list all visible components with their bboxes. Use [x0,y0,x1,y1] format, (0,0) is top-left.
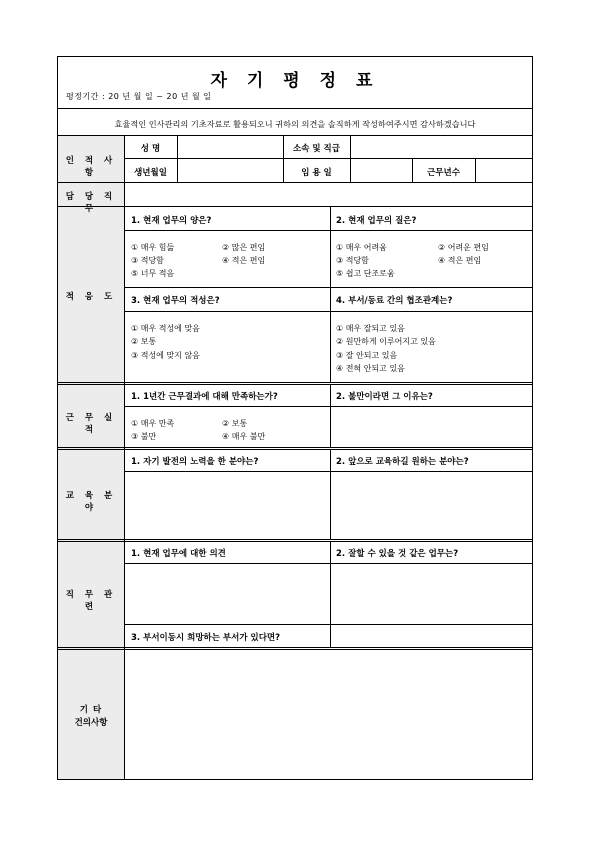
divider [124,287,533,288]
section-adaptation: 적 응 도 [65,292,117,302]
section-education: 교 육 분 야 [65,491,117,513]
question-dissatisfaction-reason: 2. 불만이라면 그 이유는? [336,392,433,402]
option[interactable]: ② 원만하게 이루어지고 있음 [336,337,436,346]
divider [330,384,331,448]
option[interactable]: ① 매우 잘되고 있음 [336,324,405,333]
self-development-field[interactable] [126,473,329,538]
divider [57,539,533,542]
option[interactable]: ② 많은 편임 [222,243,266,252]
option[interactable]: ④ 매우 불만 [222,432,266,441]
divider [57,182,533,183]
divider [57,382,533,385]
section-personal: 인 적 사 항 [65,156,117,178]
option[interactable]: ② 보통 [131,337,157,346]
question-workload: 1. 현재 업무의 양은? [131,216,212,226]
option[interactable]: ② 보통 [222,419,248,428]
hire-label: 임 용 일 [301,168,332,178]
transfer-field[interactable] [332,626,531,646]
duty-field[interactable] [125,184,532,205]
evaluation-period: 평정기간 : 20 년 월 일 ~ 20 년 월 일 [66,92,212,101]
divider [124,158,533,159]
birth-field[interactable] [178,160,282,181]
question-transfer-department: 3. 부서이동시 희망하는 부서가 있다면? [131,633,281,643]
divider [330,206,331,383]
reason-field[interactable] [332,408,531,446]
hire-field[interactable] [351,160,411,181]
divider [330,449,331,540]
section-job: 직 무 관 련 [65,590,117,612]
divider [330,541,331,648]
name-label: 성 명 [140,144,161,154]
option[interactable]: ③ 불만 [131,432,157,441]
divider [124,624,533,625]
label-column-shade [58,136,124,779]
question-cooperation: 4. 부서/동료 간의 협조관계는? [336,296,453,306]
question-preferred-work: 2. 잘할 수 있을 것 같은 업무는? [336,549,459,559]
position-field[interactable] [351,137,532,157]
position-label: 소속 및 직급 [293,144,340,154]
section-other-line2: 건의사항 [74,718,108,728]
divider [124,311,533,312]
divider [57,647,533,650]
option[interactable]: ① 매우 적성에 맞음 [131,324,200,333]
preferred-work-field[interactable] [332,565,531,623]
suggestion-field[interactable] [126,651,531,778]
years-field[interactable] [476,160,532,181]
divider [57,206,533,207]
divider [124,471,533,472]
section-duty: 담 당 직 무 [65,192,117,214]
divider [124,230,533,231]
option[interactable]: ⑤ 너무 적음 [131,269,175,278]
name-field[interactable] [178,137,282,157]
divider [124,135,125,780]
notice-text: 효율적인 인사관리의 기초자료로 활용되오니 귀하의 의견을 솔직하게 작성하여주시면 감사하겠습니다 [114,119,476,129]
section-other-line1: 기 타 [79,705,103,715]
option[interactable]: ③ 잘 안되고 있음 [336,351,398,360]
birth-label: 생년월일 [134,168,167,178]
option[interactable]: ④ 적은 편임 [222,256,266,265]
question-satisfaction: 1. 1년간 근무결과에 대해 만족하는가? [131,392,278,402]
option[interactable]: ① 매우 힘듦 [131,243,175,252]
divider [124,406,533,407]
option[interactable]: ① 매우 어려움 [336,243,387,252]
form-title: 자 기 평 정 표 [210,71,380,91]
option[interactable]: ② 어려운 편임 [438,243,489,252]
opinion-field[interactable] [126,565,329,623]
option[interactable]: ③ 적당함 [336,256,369,265]
divider [57,447,533,450]
section-performance: 근 무 실 적 [65,413,117,435]
desired-training-field[interactable] [332,473,531,538]
option[interactable]: ③ 적성에 맞지 않음 [131,351,200,360]
divider [57,135,533,136]
option[interactable]: ④ 적은 편임 [438,256,482,265]
option[interactable]: ③ 적당함 [131,256,164,265]
option[interactable]: ④ 전혀 안되고 있음 [336,364,405,373]
question-desired-training: 2. 앞으로 교육하길 원하는 분야는? [336,457,469,467]
question-work-quality: 2. 현재 업무의 질은? [336,216,417,226]
years-label: 근무년수 [427,168,460,178]
question-aptitude: 3. 현재 업무의 적성은? [131,296,220,306]
option[interactable]: ① 매우 만족 [131,419,175,428]
divider [57,108,533,109]
divider [124,563,533,564]
question-self-development: 1. 자기 발전의 노력을 한 분야는? [131,457,259,467]
option[interactable]: ⑤ 쉽고 단조로움 [336,269,395,278]
question-current-work-opinion: 1. 현재 업무에 대한 의견 [131,549,226,559]
